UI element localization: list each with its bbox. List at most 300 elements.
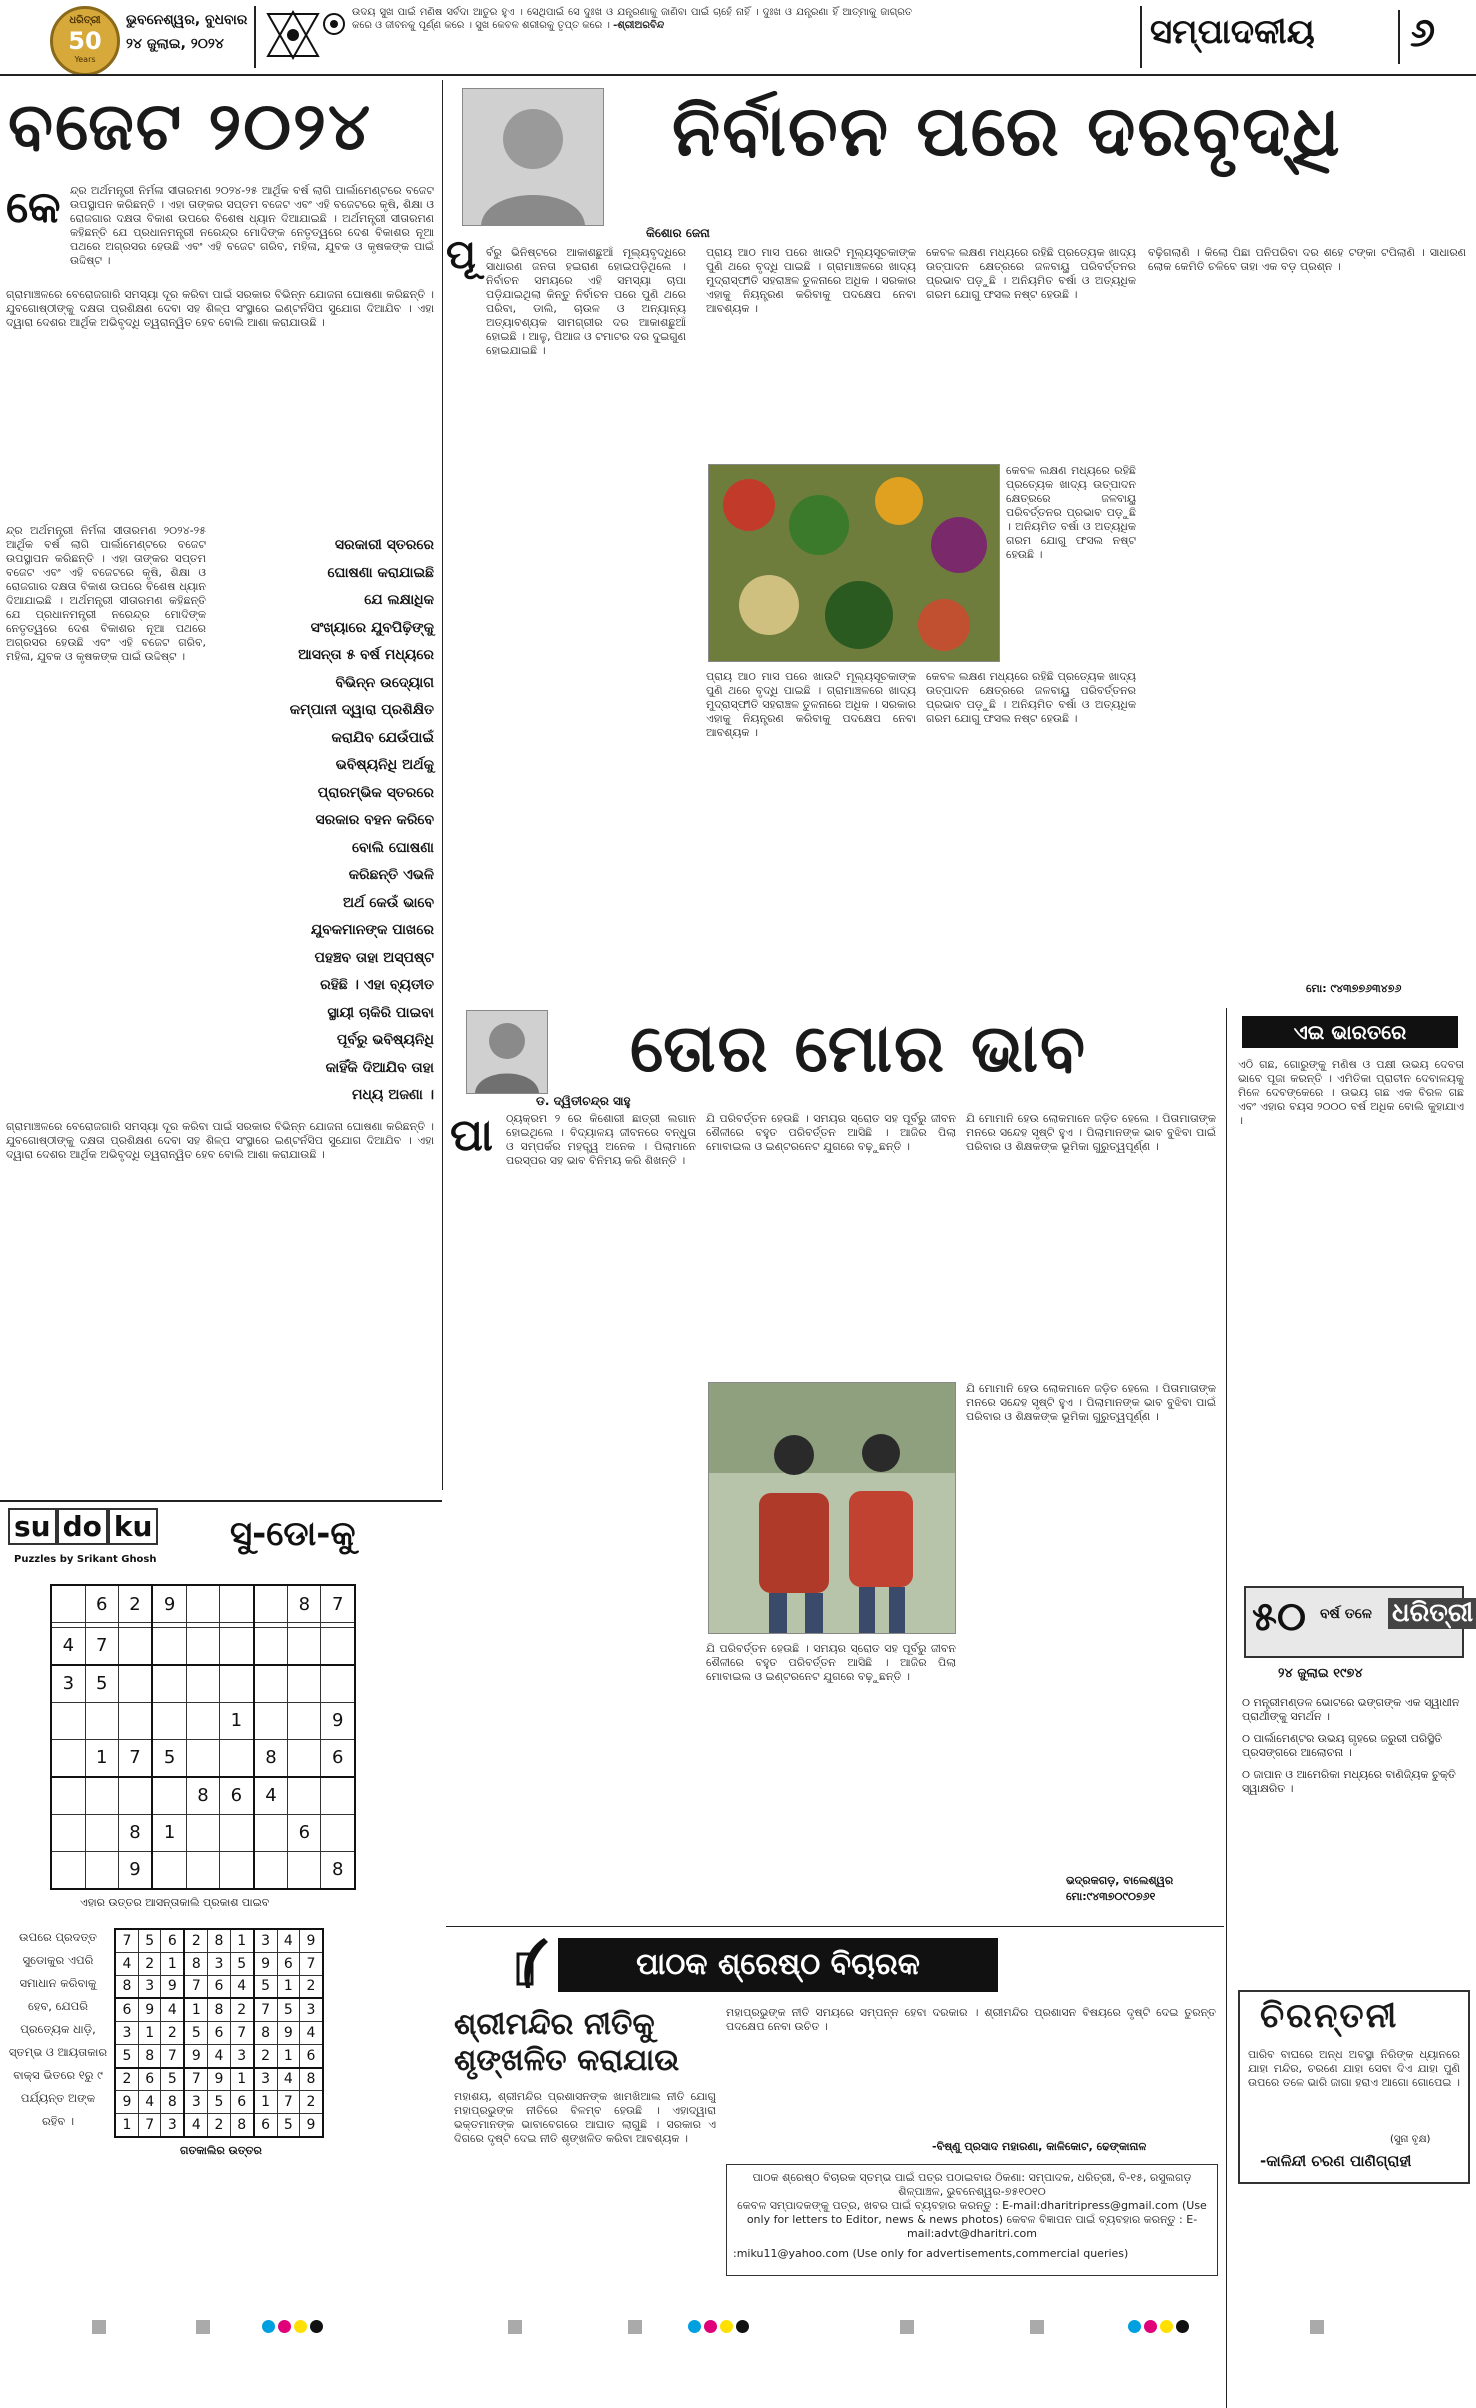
sudoku-cell: [51, 1702, 85, 1739]
inflation-article: [446, 80, 1476, 1000]
cmyk-dot-black: [310, 2320, 323, 2333]
ei-bharat-title: ଏଇ ଭାରତରେ: [1242, 1016, 1458, 1048]
section-name: ସମ୍ପାଦକୀୟ: [1150, 12, 1315, 52]
budget-title: ବଜେଟ ୨୦୨୪: [8, 88, 373, 165]
cmyk-dot-magenta: [278, 2320, 291, 2333]
solution-cell: 1: [161, 1952, 184, 1975]
sudoku-cell: 1: [85, 1739, 118, 1777]
sudoku-cell: [254, 1665, 288, 1703]
solution-cell: 7: [184, 1975, 207, 1998]
bhav-dropcap: ପା: [450, 1110, 493, 1161]
sudoku-cell: 8: [186, 1777, 219, 1815]
sudoku-answer-note: ଏହାର ଉତ୍ତର ଆସନ୍ତାକାଲି ପ୍ରକାଶ ପାଇବ: [80, 1896, 270, 1909]
sudoku-cell: [51, 1739, 85, 1777]
registration-square: [508, 2320, 522, 2334]
bhav-article: [446, 1006, 1224, 1926]
sudoku-cell: 4: [254, 1777, 288, 1815]
quill-icon: [514, 1936, 554, 1992]
pullquote-line: ଘୋଷଣା କରାଯାଇଛି: [327, 564, 434, 581]
sudoku-cell: [288, 1851, 321, 1889]
solution-cell: 3: [230, 2044, 253, 2067]
sudoku-cell: [186, 1665, 219, 1703]
masthead: [0, 0, 1476, 76]
solution-cell: 6: [138, 2068, 160, 2091]
vegetable-market-photo: [708, 464, 1000, 662]
solution-cell: 2: [138, 1952, 160, 1975]
solution-cell: 8: [161, 2091, 184, 2114]
chirantani-title: ଚିରନ୍ତନୀ: [1260, 1996, 1399, 2036]
sudoku-row: [51, 1627, 355, 1665]
sudoku-title: ସୁ-ଡୋ-କୁ: [230, 1514, 356, 1554]
sudoku-row: [51, 1851, 355, 1889]
history-box: [1238, 1586, 1474, 1986]
sudoku-cell: [288, 1739, 321, 1777]
solution-cell: 2: [300, 2091, 323, 2114]
sudoku-row: [51, 1702, 355, 1739]
solution-cell: 3: [184, 2091, 207, 2114]
reader-contact-1: ପାଠକ ଶ୍ରେଷ୍ଠ ବିଚାରକ ସ୍ତମ୍ଭ ପାଇଁ ପତ୍ର ପଠାଇବାର ଠିକଣା: ସମ୍ପାଦକ, ଧରିତ୍ରୀ, ବି-୧୫, ରସୁଲଗଡ଼ ଶିଳ୍ପାଞ୍ଚଳ, ଭୁବନେଶ୍ୱର-୭୫୧୦୧୦: [752, 2171, 1192, 2198]
inflation-signature: ମୋ: ୯୪୩୭୭୬୩୪୭୬: [1306, 982, 1402, 995]
inflation-col3c: କେବଳ ଲକ୍ଷଣ ମଧ୍ୟରେ ରହିଛି ପ୍ରତ୍ୟେକ ଖାଦ୍ୟ ଉତ୍ପାଦନ କ୍ଷେତ୍ରରେ ଜଳବାୟୁ ପରିବର୍ତ୍ତନର ପ୍ରଭାବ ପଡ଼ୁଛି । ଅନିୟମିତ ବର୍ଷା ଓ ଅତ୍ୟଧିକ ଗରମ ଯୋଗୁ ଫସଲ ନଷ୍ଟ ହେଉଛି ।: [926, 670, 1136, 725]
inflation-title: ନିର୍ବାଚନ ପରେ ଦରବୃଦ୍ଧି: [672, 90, 1342, 172]
history-item-num: ୦: [1242, 1732, 1254, 1745]
sudoku-row: [51, 1777, 355, 1815]
solution-cell: 1: [277, 1975, 299, 1998]
sudoku-cell: [254, 1627, 288, 1665]
letter-sign: -ବିଷ୍ଣୁ ପ୍ରସାଦ ମହାରଣା, କାଳିକୋଟ, ଢେଙ୍କାନାଳ: [932, 2140, 1147, 2153]
solution-cell: 2: [161, 2022, 184, 2045]
solution-cell: 9: [208, 2068, 230, 2091]
pullquote-line: ମଧ୍ୟ ଅଜଣା ।: [351, 1087, 434, 1103]
cmyk-dot-magenta: [1144, 2320, 1157, 2333]
sudoku-cell: 8: [288, 1585, 321, 1623]
sudoku-row: [51, 1739, 355, 1777]
sudoku-cell: 2: [118, 1585, 152, 1623]
pullquote-line: ପ୍ରାରମ୍ଭିକ ସ୍ତରରେ: [317, 784, 434, 801]
letter-title-1: ଶ୍ରୀମନ୍ଦିର ନୀତିକୁ: [454, 2007, 655, 2042]
solution-cell: 7: [184, 2068, 207, 2091]
solution-cell: 7: [161, 2044, 184, 2067]
solution-cell: 7: [300, 1952, 323, 1975]
pullquote-line: ପୂର୍ବରୁ ଭବିଷ୍ୟନିଧି: [336, 1032, 434, 1048]
page-number: ୬: [1410, 10, 1436, 56]
bhav-col2: ଯି ପରିବର୍ତ୍ତନ ହେଉଛି । ସମୟର ସ୍ରୋତ ସହ ପୂର୍ବରୁ ଜୀବନ ଶୈଳୀରେ ବହୁତ ପରିବର୍ତ୍ତନ ଆସିଛି । ଆଜିର ପିଲା ମୋବାଇଲ ଓ ଇଣ୍ଟରନେଟ ଯୁଗରେ ବଢ଼ୁଛନ୍ତି ।: [706, 1112, 956, 1153]
bhav-signature: ମୋ:୯୪୩୭୦୯୦୭୬୧: [1066, 1890, 1156, 1903]
inflation-col2b: ପ୍ରାୟ ଆଠ ମାସ ପରେ ଖାଉଟି ମୂଲ୍ୟସୂଚକାଙ୍କ ପୁଣି ଥରେ ବୃଦ୍ଧି ପାଇଛି । ଗ୍ରାମାଞ୍ଚଳରେ ଖାଦ୍ୟ ମୁଦ୍ରାସ୍ଫୀତି ସହରାଞ୍ଚଳ ତୁଳନାରେ ଅଧିକ । ସରକାର ଏହାକୁ ନିୟନ୍ତ୍ରଣ କରିବାକୁ ପଦକ୍ଷେପ ନେବା ଆବଶ୍ୟକ ।: [706, 670, 916, 739]
sudoku-cell: [186, 1585, 219, 1623]
sudoku-cell: 7: [118, 1739, 152, 1777]
sudoku-cell: [118, 1777, 152, 1815]
badge-sub: Years: [74, 55, 96, 64]
solution-cell: 8: [254, 2022, 277, 2045]
pullquote-line: ସଂଖ୍ୟାରେ ଯୁବପିଢ଼ିଙ୍କୁ: [310, 619, 434, 636]
solution-cell: 1: [138, 2022, 160, 2045]
solution-cell: 3: [300, 1998, 323, 2021]
solution-cell: 8: [138, 2044, 160, 2067]
solution-cell: 8: [300, 2068, 323, 2091]
sudoku-cell: [152, 1665, 186, 1703]
sudoku-cell: [220, 1665, 254, 1703]
solution-cell: 1: [230, 1929, 253, 1952]
chirantani-author: -କାଳିନ୍ଦୀ ଚରଣ ପାଣିଗ୍ରାହୀ: [1260, 2152, 1412, 2170]
solution-cell: 5: [254, 1975, 277, 1998]
solution-cell: 6: [277, 1952, 299, 1975]
solution-cell: 8: [208, 1929, 230, 1952]
solution-cell: 7: [230, 2022, 253, 2045]
pullquote-line: ପହଞ୍ଚବ ତାହା ଅସ୍ପଷ୍ଟ: [314, 949, 434, 966]
solution-cell: 4: [161, 1998, 184, 2021]
solution-cell: 5: [277, 2114, 299, 2137]
sudoku-section: [0, 1500, 442, 2320]
solution-cell: 5: [208, 2091, 230, 2114]
budget-body: ଗ୍ରାମାଞ୍ଚଳରେ ବେରୋଜଗାରି ସମସ୍ୟା ଦୂର କରିବା ପାଇଁ ସରକାର ବିଭିନ୍ନ ଯୋଜନା ଘୋଷଣା କରିଛନ୍ତି । ଯୁବଗୋଷ୍ଠୀଙ୍କୁ ଦକ୍ଷତା ପ୍ରଶିକ୍ଷଣ ଦେବା ସହ ଶିଳ୍ପ ସଂସ୍ଥାରେ ଇଣ୍ଟର୍ନସିପ ସୁଯୋଗ ଦିଆଯିବ । ଏହା ଦ୍ୱାରା ଦେଶର ଆର୍ଥିକ ଅଭିବୃଦ୍ଧି ତ୍ୱରାନ୍ୱିତ ହେବ ବୋଲି ଆଶା କରାଯାଉଛି ।: [6, 288, 434, 329]
cmyk-dot-cyan: [262, 2320, 275, 2333]
solution-cell: 9: [254, 1952, 277, 1975]
solution-cell: 4: [230, 1975, 253, 1998]
reader-contact-2: କେବଳ ସମ୍ପାଦକଙ୍କୁ ପତ୍ର, ଖବର ପାଇଁ ବ୍ୟବହାର କରନ୍ତୁ : E-mail:dharitripress@gmail.com (Use only for letters to Editor, news & news photos) କେବଳ ବିଜ୍ଞାପନ ପାଇଁ ବ୍ୟବହାର କରନ୍ତୁ : E-mail:advt@dharitri.com: [737, 2199, 1207, 2240]
pullquote-line: ଅର୍ଥ କେଉଁ ଭାବେ: [342, 894, 434, 911]
letter-body: ମହାଶୟ, ଶ୍ରୀମନ୍ଦିର ପ୍ରଶାସନଙ୍କ ଖାମଖିଆଲ ନୀତି ଯୋଗୁ ମହାପ୍ରଭୁଙ୍କ ନୀତିରେ ବିଳମ୍ବ ହେଉଛି । ଏହାଦ୍ୱାରା ଭକ୍ତମାନଙ୍କ ଭାବାବେଗରେ ଆଘାତ ଲାଗୁଛି । ସରକାର ଏ ଦିଗରେ ଦୃଷ୍ଟି ଦେଇ ନୀତି ଶୃଙ୍ଖଳିତ କରିବା ଆବଶ୍ୟକ ।: [454, 2090, 716, 2145]
registration-square: [900, 2320, 914, 2334]
solution-cell: 7: [254, 1998, 277, 2021]
sudoku-cell: [85, 1702, 118, 1739]
sudoku-cell: [220, 1627, 254, 1665]
pullquote-line: ସରକାରୀ ସ୍ତରରେ: [334, 537, 434, 553]
students-photo: [708, 1382, 956, 1634]
sudoku-cell: 6: [321, 1739, 355, 1777]
bhav-title: ତୋର ମୋର ଭାବ: [630, 1010, 1088, 1087]
history-logo-text: ବର୍ଷ ତଳେ: [1320, 1606, 1372, 1622]
sudoku-cell: 9: [152, 1585, 186, 1623]
solution-row: [115, 2022, 323, 2045]
pullquote-line: ଯେ ଲକ୍ଷାଧିକ: [364, 592, 434, 608]
sudoku-cell: [254, 1814, 288, 1851]
solution-cell: 4: [208, 2044, 230, 2067]
sudoku-cell: [321, 1777, 355, 1815]
sudoku-cell: [152, 1777, 186, 1815]
sudoku-logo: [8, 1510, 178, 1554]
solution-cell: 3: [115, 2022, 138, 2045]
sudoku-cell: [51, 1814, 85, 1851]
solution-cell: 9: [138, 1998, 160, 2021]
sudoku-cell: [186, 1702, 219, 1739]
history-date: ୨୪ ଜୁଲାଇ ୧୯୭୪: [1278, 1666, 1363, 1681]
solution-cell: 6: [115, 1998, 138, 2021]
reader-banner: ପାଠକ ଶ୍ରେଷ୍ଠ ବିଚାରକ: [558, 1938, 998, 1992]
solution-cell: 9: [300, 1929, 323, 1952]
sudoku-cell: [288, 1627, 321, 1665]
solution-cell: 3: [161, 2114, 184, 2137]
sudoku-cell: [186, 1739, 219, 1777]
solution-cell: 4: [115, 1952, 138, 1975]
solution-cell: 4: [138, 2091, 160, 2114]
registration-square: [196, 2320, 210, 2334]
sudoku-cell: [186, 1851, 219, 1889]
inflation-author: କିଶୋର ଜେନା: [646, 226, 710, 240]
solution-row: [115, 1929, 323, 1952]
history-item: ୦ ପାର୍ଲାମେଣ୍ଟର ଉଭୟ ଗୃହରେ ଜରୁରୀ ପରିସ୍ଥିତି ପ୍ରସଙ୍ଗରେ ଆଲୋଚନା ।: [1242, 1732, 1442, 1759]
solution-row: [115, 2068, 323, 2091]
pullquote-line: କରାଯିବ ଯେଉଁପାଇଁ: [331, 729, 434, 746]
sudoku-cell: [118, 1665, 152, 1703]
reader-contact-box: [726, 2164, 1218, 2276]
solution-cell: 6: [254, 2114, 277, 2137]
registration-square: [1030, 2320, 1044, 2334]
pullquote-line: ଆସନ୍ତା ୫ ବର୍ଷ ମଧ୍ୟରେ: [298, 647, 434, 663]
budget-body-bottom: ଗ୍ରାମାଞ୍ଚଳରେ ବେରୋଜଗାରି ସମସ୍ୟା ଦୂର କରିବା ପାଇଁ ସରକାର ବିଭିନ୍ନ ଯୋଜନା ଘୋଷଣା କରିଛନ୍ତି । ଯୁବଗୋଷ୍ଠୀଙ୍କୁ ଦକ୍ଷତା ପ୍ରଶିକ୍ଷଣ ଦେବା ସହ ଶିଳ୍ପ ସଂସ୍ଥାରେ ଇଣ୍ଟର୍ନସିପ ସୁଯୋଗ ଦିଆଯିବ । ଏହା ଦ୍ୱାରା ଦେଶର ଆର୍ଥିକ ଅଭିବୃଦ୍ଧି ତ୍ୱରାନ୍ୱିତ ହେବ ବୋଲି ଆଶା କରାଯାଉଛି ।: [6, 1120, 434, 1161]
reader-section: [446, 1930, 1224, 2310]
solution-cell: 8: [208, 1998, 230, 2021]
solution-cell: 9: [300, 2114, 323, 2137]
solution-cell: 5: [184, 2022, 207, 2045]
ei-bharat-body: ଏଠି ଗଛ, ଗୋରୁଙ୍କୁ ମଣିଷ ଓ ପକ୍ଷୀ ଉଭୟ ଦେବତା ଭାବେ ପୂଜା କରନ୍ତି । ଏମିତିକା ପ୍ରାଚୀନ ଦେବାଳୟକୁ ମିଳେ ଦେବଙ୍କେରେ । ଉଭୟ ଗଛ ଏକ ବିରଳ ଗଛ ଏବଂ ଏହାର ବୟସ ୨୦୦୦ ବର୍ଷ ଅଧିକ ବୋଲି କୁହାଯାଏ ।: [1238, 1058, 1464, 1127]
solution-cell: 9: [277, 2022, 299, 2045]
inflation-col2: ପ୍ରାୟ ଆଠ ମାସ ପରେ ଖାଉଟି ମୂଲ୍ୟସୂଚକାଙ୍କ ପୁଣି ଥରେ ବୃଦ୍ଧି ପାଇଛି । ଗ୍ରାମାଞ୍ଚଳରେ ଖାଦ୍ୟ ମୁଦ୍ରାସ୍ଫୀତି ସହରାଞ୍ଚଳ ତୁଳନାରେ ଅଧିକ । ସରକାର ଏହାକୁ ନିୟନ୍ତ୍ରଣ କରିବାକୁ ପଦକ୍ଷେପ ନେବା ଆବଶ୍ୟକ ।: [706, 246, 916, 315]
solution-cell: 6: [230, 2091, 253, 2114]
sudoku-cell: 9: [321, 1702, 355, 1739]
solution-cell: 4: [300, 2022, 323, 2045]
solution-cell: 1: [115, 2114, 138, 2137]
solution-cell: 6: [208, 1975, 230, 1998]
sudoku-cell: [85, 1814, 118, 1851]
sudoku-cell: [186, 1627, 219, 1665]
sudoku-cell: 8: [118, 1814, 152, 1851]
registration-square: [1310, 2320, 1324, 2334]
letter-body-2: ମହାପ୍ରଭୁଙ୍କ ନୀତି ସମୟରେ ସମ୍ପନ୍ନ ହେବା ଦରକାର । ଶ୍ରୀମନ୍ଦିର ପ୍ରଶାସନ ବିଷୟରେ ଦୃଷ୍ଟି ଦେଇ ତୁରନ୍ତ ପଦକ୍ଷେପ ନେବା ଉଚିତ ।: [726, 2006, 1216, 2033]
cmyk-dot-cyan: [1128, 2320, 1141, 2333]
bhav-col1: ଠ୍ୟକ୍ରମ ୨ ରେ କିଶୋରୀ ଛାତ୍ରୀ ଲଗାନ ହୋଇଥିଲେ । ବିଦ୍ୟାଳୟ ଜୀବନରେ ବନ୍ଧୁତା ଓ ସମ୍ପର୍କର ମହତ୍ତ୍ୱ ଅନେକ । ପିଲାମାନେ ପରସ୍ପର ସହ ଭାବ ବିନିମୟ କରି ଶିଖନ୍ତି ।: [506, 1112, 696, 1167]
cmyk-dot-black: [1176, 2320, 1189, 2333]
inflation-col4: ବଢ଼ିଗଲାଣି । କିଲୋ ପିଛା ପନିପରିବା ଦର ଶହେ ଟଙ୍କା ଟପିଲାଣି । ସାଧାରଣ ଲୋକ କେମିତି ଚଳିବେ ତାହା ଏକ ବଡ଼ ପ୍ରଶ୍ନ ।: [1148, 246, 1466, 273]
cmyk-dot-yellow: [1160, 2320, 1173, 2333]
solution-row: [115, 1952, 323, 1975]
sudoku-cell: 1: [220, 1702, 254, 1739]
pullquote-line: କାହିଁକି ଦିଆଯିବ ତାହା: [325, 1059, 434, 1076]
masthead-quote: ଉଦୟ ସୁଖ ପାଇଁ ମଣିଷ ସର୍ବଦା ଆତୁର ହୁଏ । ସେଥିପାଇଁ ସେ ଦୁଃଖ ଓ ଯନ୍ତ୍ରଣାକୁ ଜାଣିବା ପାଇଁ ଚାହେଁ ନାହିଁ । ଦୁଃଖ ଓ ଯନ୍ତ୍ରଣା ହିଁ ଆତ୍ମାକୁ ଜାଗ୍ରତ କରେ ଓ ଜୀବନକୁ ପୂର୍ଣ୍ଣ କରେ । ସୁଖ କେବଳ ଶରୀରକୁ ତୃପ୍ତ କରେ । -ଶ୍ରୀଅରବିନ୍ଦ: [352, 7, 912, 31]
sudoku-logo-part: su: [8, 1508, 57, 1545]
sudoku-cell: 6: [85, 1585, 118, 1623]
bhav-author: ଡ. ଦ୍ୱିତୀଚନ୍ଦ୍ର ସାହୁ: [536, 1094, 631, 1108]
solution-cell: 6: [300, 2044, 323, 2067]
sudoku-yesterday-label: ଗତକାଲିର ଉତ୍ତର: [180, 2144, 262, 2157]
sudoku-cell: [51, 1851, 85, 1889]
solution-cell: 1: [184, 1998, 207, 2021]
history-item-num: ୦: [1242, 1696, 1254, 1709]
history-logo-name: ଧରିତ୍ରୀ: [1388, 1598, 1476, 1629]
cmyk-dot-magenta: [704, 2320, 717, 2333]
history-logo: [1244, 1586, 1474, 1658]
emblem-icon: [322, 12, 346, 36]
anniversary-badge: [50, 6, 120, 76]
solution-cell: 5: [161, 2068, 184, 2091]
registration-bar: [0, 2316, 1476, 2339]
solution-cell: 4: [277, 2068, 299, 2091]
letter-title-2: ଶୃଙ୍ଖଳିତ କରାଯାଉ: [454, 2043, 680, 2078]
sudoku-cell: 6: [220, 1777, 254, 1815]
sudoku-cell: 6: [288, 1814, 321, 1851]
bhav-col2b: ଯି ପରିବର୍ତ୍ତନ ହେଉଛି । ସମୟର ସ୍ରୋତ ସହ ପୂର୍ବରୁ ଜୀବନ ଶୈଳୀରେ ବହୁତ ପରିବର୍ତ୍ତନ ଆସିଛି । ଆଜିର ପିଲା ମୋବାଇଲ ଓ ଇଣ୍ଟରନେଟ ଯୁଗରେ ବଢ଼ୁଛନ୍ତି ।: [706, 1642, 956, 1683]
solution-cell: 2: [254, 2044, 277, 2067]
solution-cell: 7: [138, 2114, 160, 2137]
solution-cell: 9: [184, 2044, 207, 2067]
chirantani-source: (ସୁନା ବୃକ୍ଷ): [1390, 2134, 1431, 2145]
solution-cell: 9: [115, 2091, 138, 2114]
sudoku-cell: [220, 1585, 254, 1623]
history-item: ୦ ମନ୍ତ୍ରୀମଣ୍ଡଳ ଭୋଟରେ ଭଙ୍ଗଙ୍କ ଏକ ସ୍ୱାଧୀନ ପ୍ରାର୍ଥୀଙ୍କୁ ସମର୍ଥନ ।: [1242, 1696, 1460, 1723]
solution-cell: 8: [230, 2114, 253, 2137]
chirantani-poem: ପାରିବ ବାଘରେ ଅନ୍ଧ ଅବସ୍ଥା ନିରିଙ୍କ ଧ୍ୟାନରେ ଯାହା ମନ୍ଦିର, ଚରଣେ ଯାହା ସେବା ଦିଏ ଯାହା ପୁଣି ଉପରେ ତଳେ ଭାରି ଜାଗା ହରାଏ ଆଗୋ ଗୋପେଇ ।: [1248, 2048, 1460, 2089]
bhav-place: ଭଦ୍ରକଗଡ଼, ବାଲେଶ୍ୱର: [1066, 1874, 1174, 1887]
sudoku-cell: [152, 1851, 186, 1889]
solution-cell: 2: [208, 2114, 230, 2137]
inflation-dropcap: ପୂ: [446, 232, 476, 278]
solution-cell: 1: [254, 2091, 277, 2114]
sudoku-cell: [288, 1777, 321, 1815]
author-photo-2: [466, 1010, 548, 1094]
solution-cell: 6: [208, 2022, 230, 2045]
history-logo-num: ୫୦: [1252, 1594, 1306, 1640]
solution-cell: 8: [115, 1975, 138, 1998]
badge-name: ଧରିତ୍ରୀ: [69, 15, 101, 26]
inflation-col3b: କେବଳ ଲକ୍ଷଣ ମଧ୍ୟରେ ରହିଛି ପ୍ରତ୍ୟେକ ଖାଦ୍ୟ ଉତ୍ପାଦନ କ୍ଷେତ୍ରରେ ଜଳବାୟୁ ପରିବର୍ତ୍ତନର ପ୍ରଭାବ ପଡ଼ୁଛି । ଅନିୟମିତ ବର୍ଷା ଓ ଅତ୍ୟଧିକ ଗରମ ଯୋଗୁ ଫସଲ ନଷ୍ଟ ହେଉଛି ।: [1006, 464, 1136, 561]
reader-contact-3: :miku11@yahoo.com (Use only for advertisements,commercial queries): [733, 2247, 1129, 2260]
sudoku-cell: 7: [85, 1627, 118, 1665]
sudoku-logo-part: ku: [108, 1508, 159, 1545]
solution-cell: 3: [254, 2068, 277, 2091]
history-list: [1242, 1696, 1462, 1804]
sudoku-cell: 8: [254, 1739, 288, 1777]
sudoku-row: [51, 1814, 355, 1851]
sudoku-cell: [254, 1851, 288, 1889]
quote-author: -ଶ୍ରୀଅରବିନ୍ଦ: [613, 20, 665, 31]
bhav-col3b: ଯି ମୋମାନି ହେଉ ଲୋକମାନେ ଜଡ଼ିତ ହେଲେ । ପିତାମାତାଙ୍କ ମନରେ ସନ୍ଦେହ ସୃଷ୍ଟି ହୁଏ । ପିଲାମାନଙ୍କ ଭାବ ବୁଝିବା ପାଇଁ ପରିବାର ଓ ଶିକ୍ଷକଙ୍କ ଭୂମିକା ଗୁରୁତ୍ୱପୂର୍ଣ୍ଣ ।: [966, 1382, 1216, 1423]
sudoku-cell: [288, 1702, 321, 1739]
solution-cell: 2: [230, 1998, 253, 2021]
sudoku-row: [51, 1585, 355, 1623]
solution-cell: 8: [184, 1952, 207, 1975]
registration-square: [628, 2320, 642, 2334]
solution-row: [115, 2091, 323, 2114]
solution-cell: 5: [277, 1998, 299, 2021]
sudoku-cell: [254, 1585, 288, 1623]
solution-cell: 3: [254, 1929, 277, 1952]
cmyk-dot-yellow: [294, 2320, 307, 2333]
masthead-date: ୨୪ ଜୁଲାଇ, ୨୦୨୪: [126, 36, 224, 52]
sudoku-cell: [321, 1665, 355, 1703]
inflation-col1: ର୍ବରୁ ଭିନିଷ୍ଟରେ ଆକାଶଛୁଆଁ ମୂଲ୍ୟବୃଦ୍ଧିରେ ସାଧାରଣ ଜନତା ହଇରାଣ ହୋଇପଡ଼ିଥିଲେ । ନିର୍ବାଚନ ସମୟରେ ଏହି ସମସ୍ୟା ଚାପା ପଡ଼ିଯାଇଥିଲା କିନ୍ତୁ ନିର୍ବାଚନ ପରେ ପୁଣି ଥରେ ପରିବା, ଡାଲି, ଚାଉଳ ଓ ଅନ୍ୟାନ୍ୟ ଅତ୍ୟାବଶ୍ୟକ ସାମଗ୍ରୀର ଦର ଆକାଶଛୁଆଁ ହୋଇଛି । ଆଳୁ, ପିଆଜ ଓ ଟମାଟର ଦର ଦୁଇଗୁଣ ହୋଇଯାଇଛି ।: [486, 246, 686, 357]
solution-cell: 2: [300, 1975, 323, 1998]
sudoku-solution-grid: [114, 1928, 324, 2138]
pullquote-line: ବିଭିନ୍ନ ଉଦ୍ୟୋଗ: [335, 674, 434, 691]
bhav-col3: ଯି ମୋମାନି ହେଉ ଲୋକମାନେ ଜଡ଼ିତ ହେଲେ । ପିତାମାତାଙ୍କ ମନରେ ସନ୍ଦେହ ସୃଷ୍ଟି ହୁଏ । ପିଲାମାନଙ୍କ ଭାବ ବୁଝିବା ପାଇଁ ପରିବାର ଓ ଶିକ୍ଷକଙ୍କ ଭୂମିକା ଗୁରୁତ୍ୱପୂର୍ଣ୍ଣ ।: [966, 1112, 1216, 1153]
sudoku-cell: [220, 1739, 254, 1777]
sudoku-cell: 8: [321, 1851, 355, 1889]
solution-cell: 4: [184, 2114, 207, 2137]
solution-cell: 9: [161, 1975, 184, 1998]
solution-row: [115, 2044, 323, 2067]
sudoku-cell: [152, 1627, 186, 1665]
sudoku-cell: [220, 1851, 254, 1889]
sudoku-cell: [186, 1814, 219, 1851]
solution-cell: 4: [277, 1929, 299, 1952]
history-item-num: ୦: [1242, 1768, 1254, 1781]
budget-body-left: ନ୍ଦ୍ର ଅର୍ଥମନ୍ତ୍ରୀ ନିର୍ମଳା ସୀତାରମଣ ୨୦୨୪-୨୫ ଆର୍ଥିକ ବର୍ଷ ଲାଗି ପାର୍ଲାମେଣ୍ଟରେ ବଜେଟ ଉପସ୍ଥାପନ କରିଛନ୍ତି । ଏହା ତାଙ୍କର ସପ୍ତମ ବଜେଟ ଏବଂ ଏହି ବଜେଟରେ କୃଷି, ଶିକ୍ଷା ଓ ରୋଜଗାର ଦକ୍ଷତା ବିକାଶ ଉପରେ ବିଶେଷ ଧ୍ୟାନ ଦିଆଯାଇଛି । ଅର୍ଥମନ୍ତ୍ରୀ ସୀତାରମଣ କହିଛନ୍ତି ଯେ ପ୍ରଧାନମନ୍ତ୍ରୀ ନରେନ୍ଦ୍ର ମୋଦିଙ୍କ ନେତୃତ୍ୱରେ ଦେଶ ବିକାଶର ନୂଆ ପଥରେ ଅଗ୍ରସର ହେଉଛି ଏବଂ ଏହି ବଜେଟ ଗରିବ, ମହିଳା, ଯୁବକ ଓ କୃଷକଙ୍କ ପାଇଁ ଉଦ୍ଦିଷ୍ଟ ।: [6, 524, 206, 663]
solution-cell: 2: [115, 2068, 138, 2091]
solution-cell: 7: [115, 1929, 138, 1952]
author-photo: [462, 88, 604, 226]
badge-years: 50: [68, 27, 102, 55]
solution-row: [115, 1998, 323, 2021]
sudoku-by: Puzzles by Srikant Ghosh: [14, 1554, 157, 1565]
pullquote-line: କମ୍ପାନୀ ଦ୍ୱାରା ପ୍ରଶିକ୍ଷିତ: [289, 702, 434, 718]
pullquote-line: ରହିଛି । ଏହା ବ୍ୟତୀତ: [320, 977, 434, 993]
sudoku-cell: [85, 1851, 118, 1889]
pullquote-line: ଯୁବକମାନଙ୍କ ପାଖରେ: [310, 922, 434, 938]
budget-body-top: ନ୍ଦ୍ର ଅର୍ଥମନ୍ତ୍ରୀ ନିର୍ମଳା ସୀତାରମଣ ୨୦୨୪-୨୫ ଆର୍ଥିକ ବର୍ଷ ଲାଗି ପାର୍ଲାମେଣ୍ଟରେ ବଜେଟ ଉପସ୍ଥାପନ କରିଛନ୍ତି । ଏହା ତାଙ୍କର ସପ୍ତମ ବଜେଟ ଏବଂ ଏହି ବଜେଟରେ କୃଷି, ଶିକ୍ଷା ଓ ରୋଜଗାର ଦକ୍ଷତା ବିକାଶ ଉପରେ ବିଶେଷ ଧ୍ୟାନ ଦିଆଯାଇଛି । ଅର୍ଥମନ୍ତ୍ରୀ ସୀତାରମଣ କହିଛନ୍ତି ଯେ ପ୍ରଧାନମନ୍ତ୍ରୀ ନରେନ୍ଦ୍ର ମୋଦିଙ୍କ ନେତୃତ୍ୱରେ ଦେଶ ବିକାଶର ନୂଆ ପଥରେ ଅଗ୍ରସର ହେଉଛି ଏବଂ ଏହି ବଜେଟ ଗରିବ, ମହିଳା, ଯୁବକ ଓ କୃଷକଙ୍କ ପାଇଁ ଉଦ୍ଦିଷ୍ଟ ।: [70, 184, 434, 267]
sudoku-cell: 9: [118, 1851, 152, 1889]
cmyk-dot-cyan: [688, 2320, 701, 2333]
pullquote-line: ବୋଲି ଘୋଷଣା: [352, 839, 434, 856]
sudoku-cell: 5: [152, 1739, 186, 1777]
solution-row: [115, 1975, 323, 1998]
budget-pullquote: [214, 532, 434, 1112]
solution-cell: 3: [208, 1952, 230, 1975]
sudoku-cell: [321, 1627, 355, 1665]
sudoku-cell: 7: [321, 1585, 355, 1623]
sudoku-cell: [220, 1814, 254, 1851]
solution-cell: 1: [230, 2068, 253, 2091]
sudoku-cell: [321, 1814, 355, 1851]
star-emblem-icon: [266, 10, 320, 60]
sudoku-cell: [288, 1665, 321, 1703]
pullquote-line: ଭବିଷ୍ୟନିଧି ଅର୍ଥକୁ: [335, 757, 434, 773]
sudoku-cell: [51, 1585, 85, 1623]
solution-cell: 5: [230, 1952, 253, 1975]
budget-article: [0, 80, 440, 1480]
budget-dropcap: କେ: [6, 182, 61, 233]
sudoku-logo-part: do: [57, 1508, 108, 1545]
sudoku-cell: [118, 1627, 152, 1665]
solution-cell: 5: [115, 2044, 138, 2067]
solution-cell: 3: [138, 1975, 160, 1998]
ei-bharat-box: [1232, 1012, 1468, 1576]
cmyk-dot-yellow: [720, 2320, 733, 2333]
sudoku-cell: 4: [51, 1627, 85, 1665]
solution-cell: 2: [184, 1929, 207, 1952]
sudoku-cell: 3: [51, 1665, 85, 1703]
cmyk-dot-black: [736, 2320, 749, 2333]
registration-square: [92, 2320, 106, 2334]
sudoku-cell: [254, 1702, 288, 1739]
pullquote-line: କରିଛନ୍ତି ଏଭଳି: [348, 867, 434, 883]
sudoku-grid: [50, 1584, 356, 1890]
sudoku-cell: 1: [152, 1814, 186, 1851]
sudoku-cell: [51, 1777, 85, 1815]
solution-row: [115, 2114, 323, 2137]
sudoku-cell: 5: [85, 1665, 118, 1703]
sudoku-cell: [85, 1777, 118, 1815]
solution-cell: 6: [161, 1929, 184, 1952]
masthead-city: ଭୁବନେଶ୍ୱର, ବୁଧବାର: [126, 12, 248, 28]
solution-cell: 5: [138, 1929, 160, 1952]
inflation-col3: କେବଳ ଲକ୍ଷଣ ମଧ୍ୟରେ ରହିଛି ପ୍ରତ୍ୟେକ ଖାଦ୍ୟ ଉତ୍ପାଦନ କ୍ଷେତ୍ରରେ ଜଳବାୟୁ ପରିବର୍ତ୍ତନର ପ୍ରଭାବ ପଡ଼ୁଛି । ଅନିୟମିତ ବର୍ଷା ଓ ଅତ୍ୟଧିକ ଗରମ ଯୋଗୁ ଫସଲ ନଷ୍ଟ ହେଉଛି ।: [926, 246, 1136, 301]
solution-cell: 7: [277, 2091, 299, 2114]
sudoku-rules: ଉପରେ ପ୍ରଦତ୍ତ ସୁଡୋକୁର ଏପରି ସମାଧାନ କରିବାକୁ ହେବ, ଯେପରି ପ୍ରତ୍ୟେକ ଧାଡ଼ି, ସ୍ତମ୍ଭ ଓ ଆୟତାକାର ବାକ୍ସ ଭିତରେ ୧ରୁ ୯ ପର୍ଯ୍ୟନ୍ତ ଅଙ୍କ ରହିବ ।: [8, 1930, 108, 2128]
pullquote-line: ସ୍ଥାୟୀ ଚାକିରି ପାଇବା: [327, 1004, 434, 1021]
sudoku-cell: [152, 1702, 186, 1739]
history-item: ୦ ଜାପାନ ଓ ଆମେରିକା ମଧ୍ୟରେ ବାଣିଜ୍ୟିକ ଚୁକ୍ତି ସ୍ୱାକ୍ଷରିତ ।: [1242, 1768, 1456, 1795]
solution-cell: 1: [277, 2044, 299, 2067]
